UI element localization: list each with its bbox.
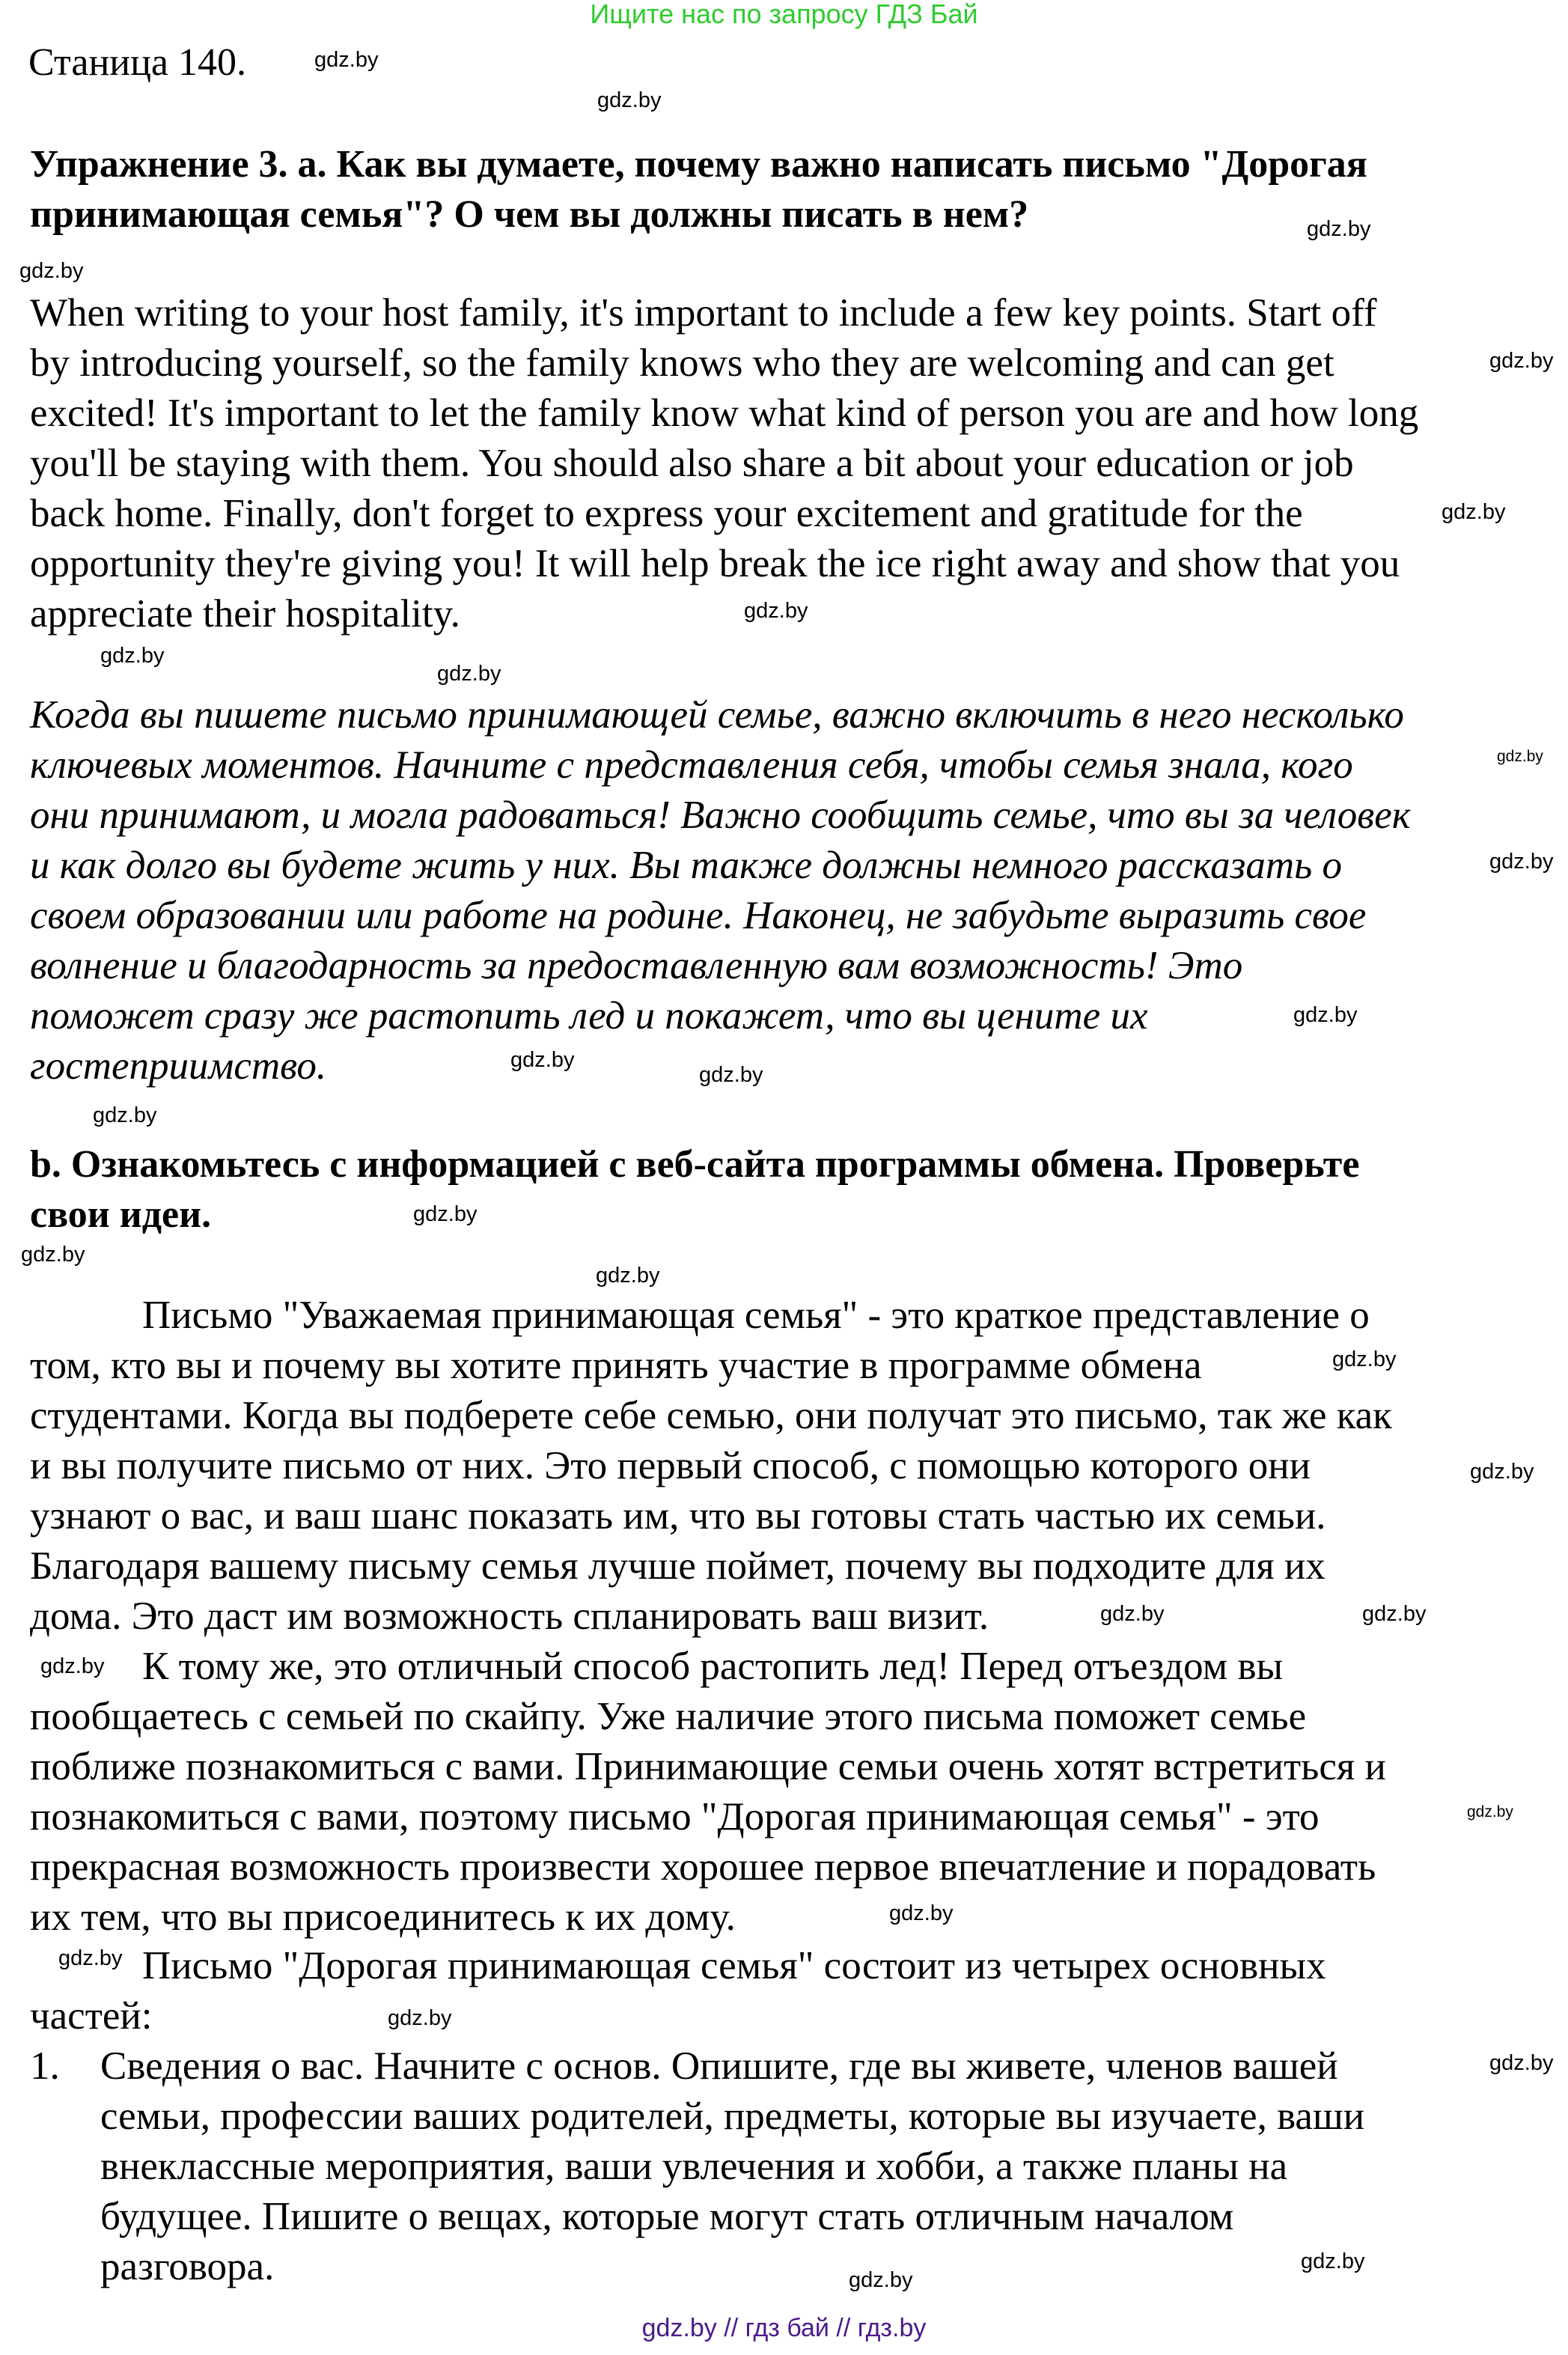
text-line: семьи, профессии ваших родителей, предметы, которые вы изучаете, ваши: [100, 2094, 1365, 2138]
text-line: узнают о вас, и ваш шанс показать им, что вы готовы стать частью их семьи.: [30, 1494, 1326, 1538]
text-line: Письмо "Дорогая принимающая семья" состоит из четырех основных: [142, 1944, 1326, 1987]
text-line: Когда вы пишете письмо принимающей семье, важно включить в него несколько: [30, 693, 1404, 737]
exercise-heading: [30, 139, 1367, 240]
watermark: gdz.by: [1489, 850, 1554, 874]
watermark: gdz.by: [597, 88, 662, 112]
watermark: gdz.by: [388, 2006, 452, 2030]
text-line: разговора.: [100, 2245, 275, 2288]
text-line: частей:: [30, 1994, 153, 2038]
text-line: opportunity they're giving you! It will help break the ice right away and show that you: [30, 542, 1400, 585]
text-line: познакомиться с вами, поэтому письмо "Дорогая принимающая семья" - это: [30, 1795, 1320, 1838]
text-line: дома. Это даст им возможность спланировать ваш визит.: [30, 1594, 989, 1638]
watermark: gdz.by: [1442, 500, 1506, 524]
watermark: gdz.by: [1301, 2249, 1365, 2273]
watermark: gdz.by: [58, 1946, 123, 1970]
text-line: by introducing yourself, so the family knows who they are welcoming and can get: [30, 341, 1334, 385]
watermark: gdz.by: [1489, 349, 1554, 373]
text-line: внеклассные мероприятия, ваши увлечения и хобби, а также планы на: [100, 2145, 1288, 2188]
text-line: пообщаетесь с семьей по скайпу. Уже наличие этого письма поможет семье: [30, 1695, 1307, 1738]
watermark: gdz.by: [744, 599, 808, 623]
watermark: gdz.by: [1100, 1602, 1165, 1626]
page-number: Станица 140.: [28, 41, 247, 84]
watermark: gdz.by: [100, 644, 165, 668]
watermark: gdz.by: [1470, 1460, 1534, 1484]
text-line: Благодаря вашему письму семья лучше поймет, почему вы подходите для их: [30, 1544, 1326, 1588]
text-line: принимающая семья"? О чем вы должны писать в нем?: [30, 193, 1029, 236]
text-line: К тому же, это отличный способ растопить лед! Перед отъездом вы: [142, 1645, 1284, 1688]
text-line: When writing to your host family, it's important to include a few key points. Start off: [30, 291, 1377, 335]
text-line: поможет сразу же растопить лед и покажет, что вы цените их: [30, 994, 1148, 1038]
paragraph-2: [30, 1642, 1386, 1943]
watermark: gdz.by: [1293, 1003, 1358, 1027]
text-line: appreciate their hospitality.: [30, 592, 460, 636]
text-line: своем образовании или работе на родине. Наконец, не забудьте выразить свое: [30, 894, 1367, 937]
watermark: gdz.by: [437, 662, 501, 686]
text-line: студентами. Когда вы подберете себе семью, они получат это письмо, так же как: [30, 1394, 1392, 1437]
watermark: gdz.by: [21, 1243, 85, 1267]
text-line: волнение и благодарность за предоставленную вам возможность! Это: [30, 944, 1243, 987]
watermark: gdz.by: [19, 259, 84, 283]
russian-translation: [30, 690, 1411, 1091]
text-line: прекрасная возможность произвести хорошее первое впечатление и порадовать: [30, 1845, 1376, 1889]
watermark: gdz.by: [1467, 1803, 1513, 1821]
search-banner: Ищите нас по запросу ГДЗ Бай: [590, 0, 978, 29]
text-line: Письмо "Уважаемая принимающая семья" - это краткое представление о: [142, 1294, 1370, 1337]
watermark: gdz.by: [1332, 1347, 1397, 1371]
text-line: будущее. Пишите о вещах, которые могут стать отличным началом: [100, 2195, 1234, 2238]
watermark: gdz.by: [413, 1202, 478, 1226]
text-line: back home. Finally, don't forget to express your excitement and gratitude for the: [30, 492, 1303, 535]
text-line: гостеприимство.: [30, 1044, 327, 1088]
part-b-heading: [30, 1139, 1359, 1240]
watermark: gdz.by: [1307, 217, 1371, 241]
text-line: они принимают, и могла радоваться! Важно сообщить семье, что вы за человек: [30, 793, 1411, 837]
watermark: gdz.by: [889, 1901, 954, 1925]
paragraph-1: [30, 1291, 1392, 1642]
text-line: их тем, что вы присоединитесь к их дому.: [30, 1895, 736, 1939]
text-line: свои идеи.: [30, 1193, 212, 1236]
watermark: gdz.by: [1362, 1602, 1427, 1626]
text-line: Сведения о вас. Начните с основ. Опишите, где вы живете, членов вашей: [100, 2044, 1338, 2088]
footer-links: gdz.by // гдз бай // гдз.by: [641, 2314, 927, 2342]
text-line: поближе познакомиться с вами. Принимающие семьи очень хотят встретиться и: [30, 1745, 1386, 1788]
text-line: excited! It's important to let the family know what kind of person you are and how long: [30, 392, 1419, 435]
watermark: gdz.by: [40, 1654, 105, 1678]
text-line: том, кто вы и почему вы хотите принять участие в программе обмена: [30, 1344, 1202, 1387]
text-line: и как долго вы будете жить у них. Вы также должны немного рассказать о: [30, 844, 1342, 887]
english-answer: [30, 288, 1418, 639]
watermark: gdz.by: [849, 2268, 913, 2292]
watermark: gdz.by: [596, 1264, 660, 1288]
watermark: gdz.by: [1497, 748, 1543, 765]
paragraph-3: [30, 1941, 1326, 2041]
list-number: 1.: [30, 2044, 60, 2088]
watermark: gdz.by: [1489, 2051, 1554, 2075]
watermark: gdz.by: [699, 1063, 763, 1087]
text-line: you'll be staying with them. You should also share a bit about your education or job: [30, 442, 1354, 485]
watermark: gdz.by: [510, 1048, 575, 1072]
watermark: gdz.by: [314, 48, 379, 72]
text-line: ключевых моментов. Начните с представления себя, чтобы семья знала, кого: [30, 743, 1353, 787]
text-line: b. Ознакомьтесь с информацией с веб-сайта программы обмена. Проверьте: [30, 1143, 1360, 1186]
text-line: Упражнение 3. а. Как вы думаете, почему важно написать письмо "Дорогая: [30, 143, 1367, 186]
watermark: gdz.by: [93, 1103, 157, 1127]
text-line: и вы получите письмо от них. Это первый способ, с помощью которого они: [30, 1444, 1311, 1487]
